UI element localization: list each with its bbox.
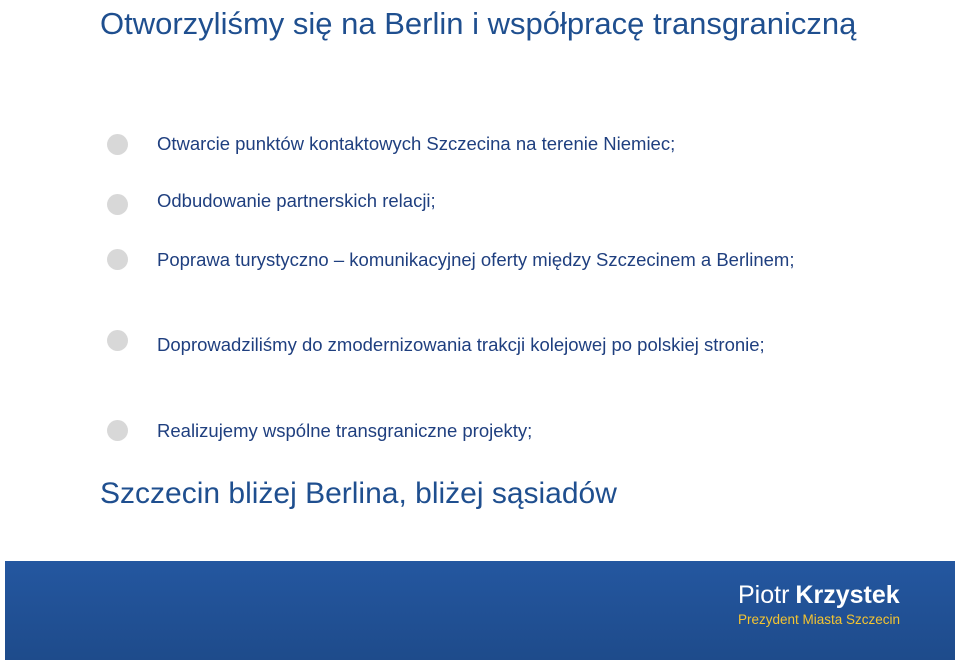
footer-band bbox=[5, 561, 955, 660]
signature-name bbox=[738, 580, 948, 610]
bullet-dot-icon bbox=[107, 330, 128, 351]
bullet-dot-icon bbox=[107, 249, 128, 270]
bullet-text: Realizujemy wspólne transgraniczne projekty; bbox=[157, 420, 533, 441]
signature-last-name: Krzystek bbox=[795, 581, 900, 609]
bullet-dot-icon bbox=[107, 134, 128, 155]
signature-logo bbox=[738, 580, 948, 628]
bullet-text: Odbudowanie partnerskich relacji; bbox=[157, 190, 436, 211]
bullet-dot-icon bbox=[107, 420, 128, 441]
bullet-dot-icon bbox=[107, 194, 128, 215]
slide-subtitle: Szczecin bliżej Berlina, bliżej sąsiadów bbox=[100, 477, 617, 510]
bullet-text: Doprowadziliśmy do zmodernizowania trakcji kolejowej po polskiej stronie; bbox=[157, 334, 765, 355]
bullet-text: Poprawa turystyczno – komunikacyjnej oferty między Szczecinem a Berlinem; bbox=[157, 249, 795, 270]
bullet-text: Otwarcie punktów kontaktowych Szczecina na terenie Niemiec; bbox=[157, 133, 676, 154]
signature-role: Prezydent Miasta Szczecin bbox=[738, 612, 901, 627]
slide-title: Otworzyliśmy się na Berlin i współpracę transgraniczną bbox=[100, 6, 857, 41]
signature-first-name: Piotr bbox=[738, 581, 790, 609]
